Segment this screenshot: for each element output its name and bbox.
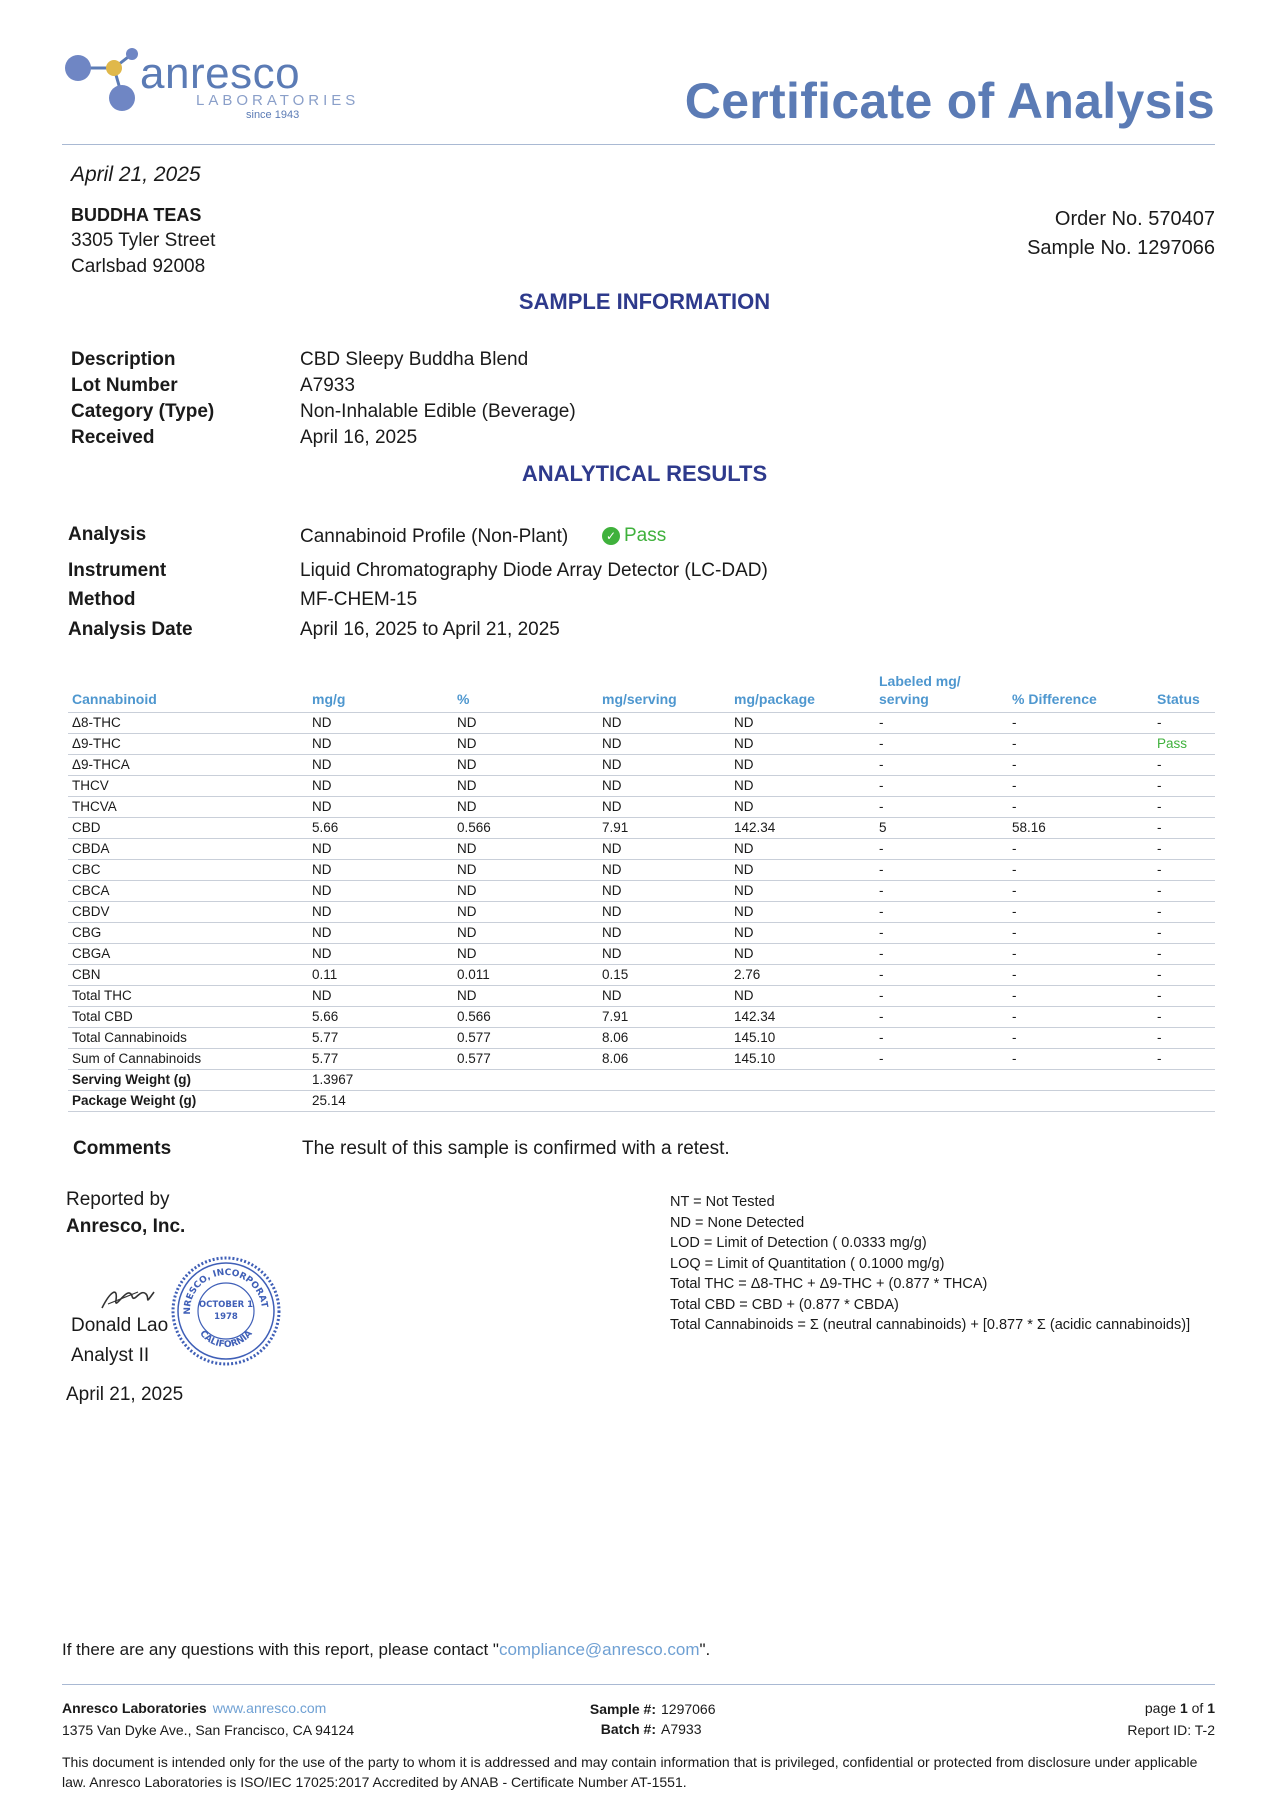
logo-subtitle: LABORATORIES	[196, 92, 360, 109]
empty-cell	[730, 1091, 875, 1112]
table-cell: Total Cannabinoids	[68, 1028, 308, 1049]
footer-page-of: of	[1191, 1700, 1204, 1716]
table-cell: 142.34	[730, 818, 875, 839]
table-cell: ND	[598, 839, 730, 860]
analyst-title: Analyst II	[71, 1345, 150, 1366]
sample-number: Sample No. 1297066	[1027, 237, 1215, 259]
table-cell: -	[1008, 755, 1153, 776]
table-cell: ND	[308, 755, 453, 776]
table-cell: ND	[308, 713, 453, 734]
table-cell: -	[1153, 776, 1215, 797]
footer-lab-info	[62, 1697, 354, 1741]
legend-item: Total CBD = CBD + (0.877 * CBDA)	[670, 1296, 899, 1313]
order-info	[1027, 205, 1215, 263]
table-cell: ND	[308, 923, 453, 944]
table-cell: -	[1008, 713, 1153, 734]
table-cell: -	[875, 797, 1008, 818]
table-cell: ND	[453, 881, 598, 902]
table-row	[68, 1028, 1215, 1049]
sample-label-description: Description	[71, 349, 176, 370]
sample-value-received: April 16, 2025	[300, 427, 418, 448]
table-cell: -	[875, 881, 1008, 902]
table-cell: ND	[598, 860, 730, 881]
table-cell: 0.15	[598, 965, 730, 986]
footer-page-prefix: page	[1144, 1700, 1177, 1716]
col-header: %	[453, 668, 598, 713]
col-header: Cannabinoid	[68, 668, 308, 713]
table-cell: ND	[453, 944, 598, 965]
table-cell: ND	[308, 734, 453, 755]
table-cell: -	[875, 734, 1008, 755]
table-cell: -	[1008, 986, 1153, 1007]
table-cell: ND	[308, 881, 453, 902]
legend-item: Total Cannabinoids = Σ (neutral cannabinoids) + [0.877 * Σ (acidic cannabinoids)]	[670, 1317, 1191, 1333]
footer-sample-label: Sample #:	[589, 1701, 656, 1717]
table-row	[68, 860, 1215, 881]
footer-divider	[62, 1684, 1215, 1685]
sample-info-heading: SAMPLE INFORMATION	[518, 289, 771, 314]
client-name: BUDDHA TEAS	[71, 205, 202, 225]
table-cell: 145.10	[730, 1028, 875, 1049]
table-cell: ND	[308, 839, 453, 860]
analysis-label: Analysis	[68, 524, 147, 545]
table-row	[68, 965, 1215, 986]
logo-wordmark: anresco	[140, 49, 301, 98]
table-cell: 5	[875, 818, 1008, 839]
table-cell: Δ9-THC	[68, 734, 308, 755]
table-cell: ND	[453, 755, 598, 776]
footer-lab-name: Anresco Laboratories	[62, 1700, 207, 1716]
table-cell: ND	[730, 923, 875, 944]
table-cell: ND	[598, 734, 730, 755]
table-cell: ND	[308, 797, 453, 818]
table-cell: ND	[308, 860, 453, 881]
weight-value: 1.3967	[308, 1070, 453, 1091]
table-cell: 0.011	[453, 965, 598, 986]
instrument-label: Instrument	[68, 560, 167, 581]
table-cell: -	[1153, 881, 1215, 902]
weight-row	[68, 1070, 1215, 1091]
table-cell: 145.10	[730, 1049, 875, 1070]
weight-value: 25.14	[308, 1091, 453, 1112]
method-value: MF-CHEM-15	[300, 589, 418, 610]
table-row	[68, 839, 1215, 860]
table-cell: -	[875, 1049, 1008, 1070]
seal-bottom-text: CALIFORNIA	[197, 1328, 255, 1351]
table-cell: ND	[453, 713, 598, 734]
table-cell: -	[1153, 1049, 1215, 1070]
table-cell: CBG	[68, 923, 308, 944]
empty-cell	[730, 1070, 875, 1091]
analytical-results-heading: ANALYTICAL RESULTS	[521, 461, 768, 486]
weight-row	[68, 1091, 1215, 1112]
table-cell: 0.577	[453, 1028, 598, 1049]
analyst-name: Donald Lao	[71, 1315, 169, 1336]
table-cell: 8.06	[598, 1049, 730, 1070]
table-cell: 142.34	[730, 1007, 875, 1028]
analysis-status-text: Pass	[624, 525, 667, 546]
reported-by-label: Reported by	[66, 1189, 170, 1210]
table-row	[68, 734, 1215, 755]
table-cell: -	[1008, 1028, 1153, 1049]
table-cell: ND	[730, 902, 875, 923]
table-row	[68, 902, 1215, 923]
table-cell: -	[1153, 986, 1215, 1007]
table-cell: -	[1008, 944, 1153, 965]
table-cell: 7.91	[598, 1007, 730, 1028]
table-cell: -	[1153, 755, 1215, 776]
table-row	[68, 713, 1215, 734]
table-row	[68, 776, 1215, 797]
table-cell: CBDA	[68, 839, 308, 860]
reported-date: April 21, 2025	[66, 1384, 184, 1405]
comments-text: The result of this sample is confirmed with a retest.	[302, 1138, 730, 1159]
col-header: Labeled mg/ serving	[875, 668, 1008, 713]
table-cell: CBDV	[68, 902, 308, 923]
seal-icon	[170, 1255, 282, 1367]
table-cell: 5.77	[308, 1049, 453, 1070]
empty-cell	[875, 1070, 1008, 1091]
table-row	[68, 986, 1215, 1007]
contact-email-link[interactable]: compliance@anresco.com	[498, 1640, 700, 1659]
empty-cell	[453, 1070, 598, 1091]
table-cell: -	[1153, 797, 1215, 818]
table-row	[68, 1049, 1215, 1070]
table-row	[68, 818, 1215, 839]
table-cell: -	[1008, 839, 1153, 860]
table-cell: ND	[308, 986, 453, 1007]
table-row	[68, 797, 1215, 818]
table-cell: ND	[598, 776, 730, 797]
col-header: mg/serving	[598, 668, 730, 713]
table-cell: ND	[730, 881, 875, 902]
footer-page-num: 1	[1179, 1700, 1188, 1716]
col-header: mg/g	[308, 668, 453, 713]
sample-label-lot: Lot Number	[71, 375, 178, 396]
table-cell: -	[1008, 860, 1153, 881]
analysis-value: Cannabinoid Profile (Non-Plant)	[300, 526, 569, 547]
table-cell: ND	[598, 923, 730, 944]
table-cell: -	[1008, 734, 1153, 755]
table-cell: -	[1008, 902, 1153, 923]
table-cell: -	[1153, 839, 1215, 860]
footer-sample-value: 1297066	[661, 1701, 716, 1717]
sample-label-received: Received	[71, 427, 155, 448]
table-cell: THCV	[68, 776, 308, 797]
empty-cell	[875, 1091, 1008, 1112]
empty-cell	[598, 1091, 730, 1112]
legend-item: ND = None Detected	[670, 1214, 805, 1231]
table-cell: ND	[453, 986, 598, 1007]
table-cell: -	[875, 713, 1008, 734]
table-cell: -	[1008, 965, 1153, 986]
footer-website-link[interactable]: www.anresco.com	[212, 1700, 327, 1716]
table-cell: -	[1008, 776, 1153, 797]
footer-disclaimer: This document is intended only for the use of the party to whom it is addressed and may contain information that is privileged, confidential or protected from disclosure under applicable law. Anresco Laboratories is ISO/IEC 17025:2017 Accredited by ANAB - Certificate Number AT-1551.	[62, 1754, 1198, 1790]
table-cell: ND	[730, 797, 875, 818]
comments-label: Comments	[73, 1138, 172, 1159]
instrument-value: Liquid Chromatography Diode Array Detector (LC-DAD)	[300, 560, 768, 581]
table-cell: -	[875, 860, 1008, 881]
empty-cell	[1153, 1070, 1215, 1091]
empty-cell	[598, 1070, 730, 1091]
footer-batch-label: Batch #:	[600, 1721, 656, 1737]
table-cell: 2.76	[730, 965, 875, 986]
table-cell: THCVA	[68, 797, 308, 818]
table-cell: 0.566	[453, 1007, 598, 1028]
table-cell: ND	[730, 776, 875, 797]
empty-cell	[1008, 1070, 1153, 1091]
table-cell: -	[1153, 713, 1215, 734]
empty-cell	[1153, 1091, 1215, 1112]
table-cell: -	[1008, 881, 1153, 902]
table-cell: ND	[598, 797, 730, 818]
table-cell: -	[1153, 944, 1215, 965]
analysis-status	[602, 525, 666, 547]
contact-prefix: If there are any questions with this report, please contact "	[62, 1640, 499, 1659]
table-cell: -	[875, 776, 1008, 797]
table-cell: -	[875, 1028, 1008, 1049]
table-cell: ND	[730, 755, 875, 776]
method-label: Method	[68, 589, 136, 610]
table-cell: -	[875, 965, 1008, 986]
table-cell: ND	[453, 839, 598, 860]
col-header: Status	[1153, 668, 1215, 713]
weight-label: Serving Weight (g)	[68, 1070, 308, 1091]
table-cell: ND	[453, 923, 598, 944]
table-cell: -	[1008, 923, 1153, 944]
table-cell: ND	[308, 776, 453, 797]
table-cell: Total CBD	[68, 1007, 308, 1028]
table-cell: -	[1008, 1007, 1153, 1028]
table-cell: -	[875, 986, 1008, 1007]
table-cell: -	[1153, 860, 1215, 881]
table-cell: ND	[730, 944, 875, 965]
footer-page-info	[1127, 1697, 1215, 1741]
table-cell: ND	[598, 944, 730, 965]
seal-date-text: OCTOBER 1	[198, 1300, 254, 1310]
table-cell: -	[1153, 1007, 1215, 1028]
table-cell: ND	[453, 860, 598, 881]
table-cell: 5.77	[308, 1028, 453, 1049]
table-cell: -	[1008, 1049, 1153, 1070]
analysis-date-value: April 16, 2025 to April 21, 2025	[300, 619, 560, 640]
table-cell: CBN	[68, 965, 308, 986]
table-cell: CBC	[68, 860, 308, 881]
table-row	[68, 755, 1215, 776]
table-cell: ND	[598, 755, 730, 776]
logo	[62, 46, 142, 116]
sample-value-lot: A7933	[300, 375, 355, 396]
abbreviation-legend	[670, 1192, 1190, 1336]
table-cell: -	[1153, 1028, 1215, 1049]
table-cell: 5.66	[308, 818, 453, 839]
table-cell: 58.16	[1008, 818, 1153, 839]
table-cell: CBCA	[68, 881, 308, 902]
client-address-line1: 3305 Tyler Street	[71, 230, 216, 251]
legend-item: NT = Not Tested	[670, 1194, 775, 1210]
table-cell: 8.06	[598, 1028, 730, 1049]
table-cell: ND	[730, 986, 875, 1007]
table-cell: CBD	[68, 818, 308, 839]
sample-label-category: Category (Type)	[71, 401, 215, 422]
empty-cell	[1008, 1091, 1153, 1112]
table-row	[68, 1007, 1215, 1028]
table-cell: -	[1153, 965, 1215, 986]
seal-top-text: NRESCO, INCORPORAT	[182, 1267, 269, 1315]
table-cell: 7.91	[598, 818, 730, 839]
table-cell: -	[1153, 902, 1215, 923]
table-cell: ND	[730, 839, 875, 860]
table-cell: 0.566	[453, 818, 598, 839]
footer-batch-value: A7933	[661, 1721, 702, 1737]
table-row	[68, 881, 1215, 902]
table-cell: ND	[598, 986, 730, 1007]
table-header-row	[68, 668, 1215, 713]
table-cell: CBGA	[68, 944, 308, 965]
check-circle-icon: ✓	[602, 527, 620, 545]
col-header: mg/package	[730, 668, 875, 713]
table-cell: -	[1008, 797, 1153, 818]
signature-icon	[98, 1278, 168, 1318]
table-cell: ND	[598, 902, 730, 923]
table-cell: ND	[453, 776, 598, 797]
cannabinoid-results-table	[68, 668, 1215, 1112]
contact-suffix: ".	[699, 1640, 711, 1659]
header-divider	[62, 144, 1215, 145]
table-cell: Total THC	[68, 986, 308, 1007]
sample-value-description: CBD Sleepy Buddha Blend	[300, 349, 529, 370]
corporate-seal	[170, 1255, 282, 1372]
report-date: April 21, 2025	[71, 163, 201, 186]
table-cell: ND	[598, 713, 730, 734]
table-cell: Pass	[1153, 734, 1215, 755]
molecule-logo-icon	[62, 46, 142, 116]
weight-label: Package Weight (g)	[68, 1091, 308, 1112]
reporting-company: Anresco, Inc.	[66, 1216, 186, 1237]
footer-page-total: 1	[1207, 1700, 1215, 1716]
table-cell: ND	[308, 944, 453, 965]
table-cell: ND	[730, 713, 875, 734]
footer-sample-info	[520, 1699, 780, 1739]
footer-lab-address: 1375 Van Dyke Ave., San Francisco, CA 94124	[62, 1722, 355, 1738]
table-cell: Sum of Cannabinoids	[68, 1049, 308, 1070]
analysis-date-label: Analysis Date	[68, 619, 193, 640]
table-cell: 0.577	[453, 1049, 598, 1070]
table-cell: -	[1153, 923, 1215, 944]
empty-cell	[453, 1091, 598, 1112]
table-row	[68, 944, 1215, 965]
document-title: Certificate of Analysis	[684, 73, 1215, 129]
contact-line	[62, 1640, 710, 1660]
footer-report-id: Report ID: T-2	[1127, 1722, 1215, 1738]
table-cell: -	[1153, 818, 1215, 839]
table-cell: ND	[308, 902, 453, 923]
legend-item: LOD = Limit of Detection ( 0.0333 mg/g)	[670, 1235, 927, 1251]
table-cell: -	[875, 923, 1008, 944]
table-cell: -	[875, 944, 1008, 965]
legend-item: Total THC = Δ8-THC + Δ9-THC + (0.877 * THCA)	[670, 1276, 988, 1292]
table-cell: ND	[453, 797, 598, 818]
sample-value-category: Non-Inhalable Edible (Beverage)	[300, 401, 576, 422]
table-cell: ND	[598, 881, 730, 902]
table-cell: ND	[730, 734, 875, 755]
table-cell: Δ9-THCA	[68, 755, 308, 776]
seal-year-text: 1978	[214, 1312, 238, 1322]
client-address-line2: Carlsbad 92008	[71, 256, 206, 277]
col-header: % Difference	[1008, 668, 1153, 713]
order-number: Order No. 570407	[1054, 208, 1215, 230]
table-body	[68, 713, 1215, 1112]
table-cell: -	[875, 839, 1008, 860]
table-cell: Δ8-THC	[68, 713, 308, 734]
table-cell: 5.66	[308, 1007, 453, 1028]
table-cell: -	[875, 902, 1008, 923]
table-cell: -	[875, 755, 1008, 776]
table-cell: ND	[453, 734, 598, 755]
logo-since: since 1943	[246, 109, 300, 121]
table-cell: 0.11	[308, 965, 453, 986]
table-cell: -	[875, 1007, 1008, 1028]
table-cell: ND	[730, 860, 875, 881]
table-row	[68, 923, 1215, 944]
legend-item: LOQ = Limit of Quantitation ( 0.1000 mg/g)	[670, 1255, 945, 1272]
table-cell: ND	[453, 902, 598, 923]
